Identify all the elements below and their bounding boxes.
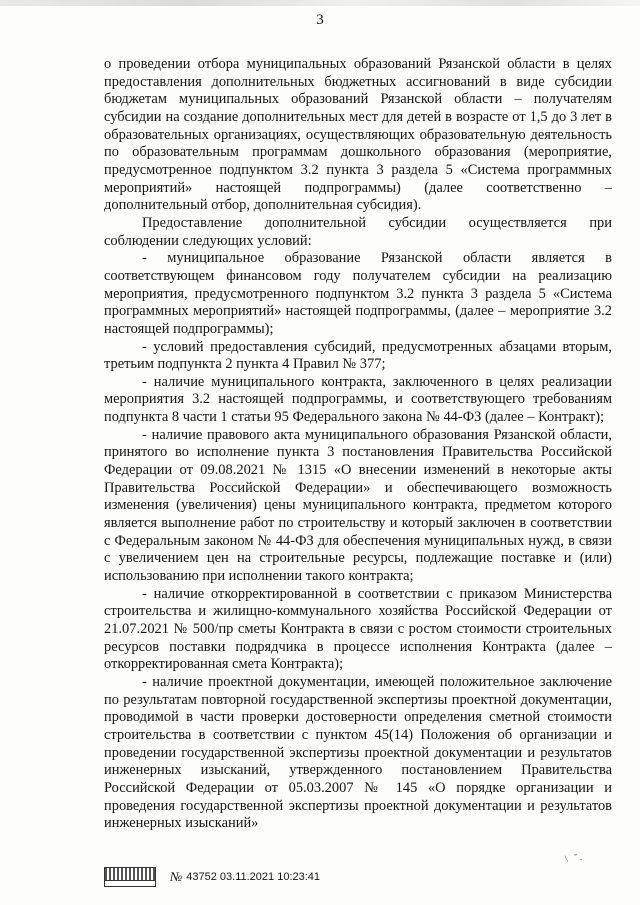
paragraph-5: - наличие муниципального контракта, заключенного в целях реализации мероприятия 3.2 настоящей подпрограммы, и соответствующего требованиям подпункта 8 части 1 статьи 95 Федерального закона № 44-ФЗ (далее – Контракт); — [104, 373, 612, 426]
paragraph-2: Предоставление дополнительной субсидии осуществляется при соблюдении следующих условий: — [104, 214, 612, 249]
paragraph-6: - наличие правового акта муниципального образования Рязанской области, принятого во исполнение пункта 3 постановления Правительства Российской Федерации от 09.08.2021 № 1315 «О внесении изменений в некоторые акты Правительства Российской Федерации» и обеспечивающего возможность изменения (увеличения) цены муниципального контракта, предметом которого является выполнение работ по строительству и который заключен в соответствии с Федеральным законом № 44-ФЗ для обеспечения муниципальных нужд, в связи с увеличением цен на строительные ресурсы, подлежащие поставке и (или) использованию при исполнении такого контракта; — [104, 426, 612, 585]
paragraph-7: - наличие откорректированной в соответствии с приказом Министерства строительства и жилищно-коммунального хозяйства Российской Федерации от 21.07.2021 № 500/пр сметы Контракта в связи с ростом стоимости строительных ресурсов поставки подрядчика в процессе исполнения Контракта (далее – откорректированная смета Контракта); — [104, 585, 612, 673]
paragraph-1: о проведении отбора муниципальных образований Рязанской области в целях предоставления дополнительных бюджетных ассигнований в виде субсидии бюджетам муниципальных образований Рязанской области – получателям субсидии на создание дополнительных мест для детей в возрасте от 1,5 до 3 лет в образовательных организациях, осуществляющих образовательную деятельность по образовательным программам дошкольного образования (мероприятие, предусмотренное подпунктом 3.2 пункта 3 раздела 5 «Система программных мероприятий» настоящей подпрограммы) (далее соответственно – дополнительный отбор, дополнительная субсидия). — [104, 56, 612, 214]
scan-edge — [0, 0, 640, 6]
document-body — [104, 56, 612, 833]
document-footer — [104, 866, 320, 888]
handwritten-mark: \ ˘. — [564, 851, 585, 866]
number-sign: № — [170, 869, 183, 884]
paragraph-4: - условий предоставления субсидий, предусмотренных абзацами вторым, третьим подпункта 2 пункта 4 Правил № 377; — [104, 338, 612, 373]
paragraph-3: - муниципальное образование Рязанской области является в соответствующем финансовом году получателем субсидии на реализацию мероприятия, предусмотренного подпунктом 3.2 пункта 3 раздела 5 «Система программных мероприятий» настоящей подпрограммы, (далее – мероприятие 3.2 настоящей подпрограммы); — [104, 250, 612, 337]
document-registration-info: 43752 03.11.2021 10:23:41 — [186, 871, 321, 883]
paragraph-8: - наличие проектной документации, имеющей положительное заключение по результатам повторной государственной экспертизы проектной документации, проводимой в части проверки достоверности определения сметной стоимости строительства в соответствии с пунктом 45(14) Положения об организации и проведении государственной экспертизы проектной документации и результатов инженерных изысканий, утвержденного постановлением Правительства Российской Федерации от 05.03.2007 № 145 «О порядке организации и проведения государственной экспертизы проектной документации и результатов инженерных изысканий» — [104, 673, 612, 832]
registry-stamp-logo — [104, 867, 156, 887]
page-number: 3 — [316, 12, 324, 28]
